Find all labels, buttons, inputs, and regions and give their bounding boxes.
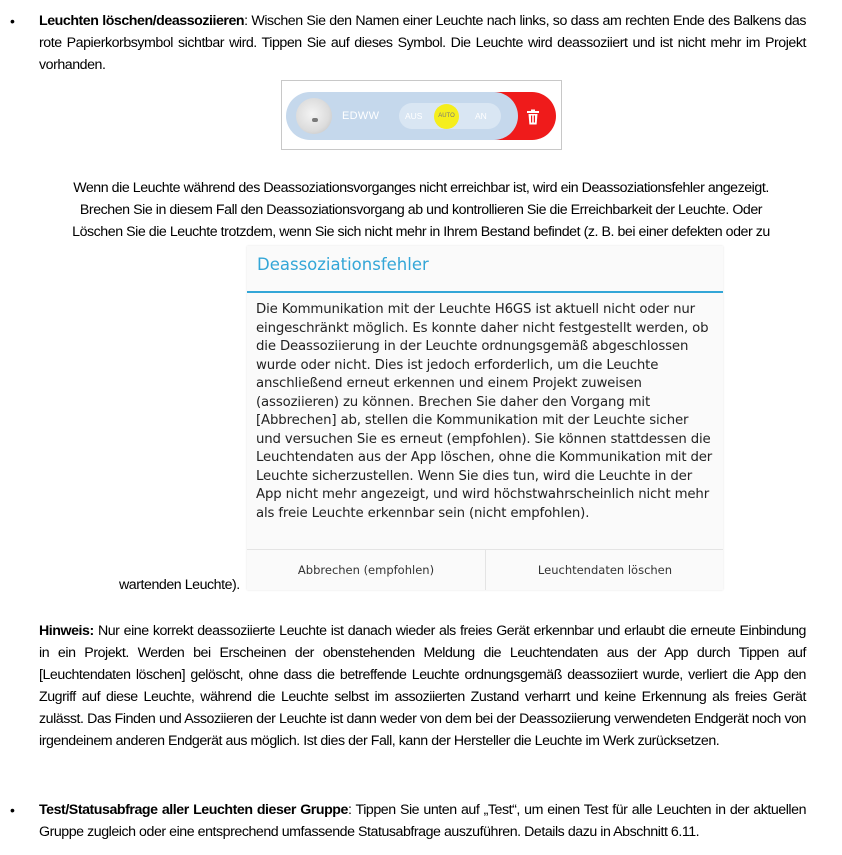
section-delete-lamp-heading: Leuchten löschen/deassoziieren — [39, 13, 245, 29]
hint-text: Nur eine korrekt deassoziierte Leuchte ist danach wieder als freies Gerät erkennbar und erlaubt die erneute Einbindung in ein Projekt. Werden bei Erscheinen der obenstehenden Meldung die Leuchtendaten aus der App durch Tippen auf [Leuchtendaten löschen] gelöscht, ohne dass die betreffende Leuchte ordnungsgemäß deassoziiert wurde, verliert die App den Zugriff auf diese Leuchte, während die Leuchte selbst im assoziierten Zustand verharrt und keine Erkennung als freies Gerät zulässt. Das Finden und Assoziieren der Leuchte ist dann weder von dem bei der Deassoziierung verwendeten Endgerät noch von irgendeinem anderen Endgerät aus möglich. Ist dies der Fall, kann der Hersteller die Leuchte im Werk zurücksetzen. — [39, 623, 806, 749]
dialog-title-rule — [247, 291, 723, 293]
section-test-group-heading: Test/Statusabfrage aller Leuchten dieser Gruppe — [39, 802, 348, 818]
centered-line-1: Wenn die Leuchte während des Deassoziationsvorganges nicht erreichbar ist, wird ein Deassoziationsfehler angezeigt. — [73, 180, 769, 196]
dialog-message: Die Kommunikation mit der Leuchte H6GS ist aktuell nicht oder nur eingeschränkt möglich. Es konnte daher nicht festgestellt werden, ob die Deassoziierung in der Leuchte ordnungsgemäß abgeschlossen wurde oder nicht. Dies ist jedoch erforderlich, um die Leuchte anschließend erneut erkennen und einem Projekt zuweisen (assoziieren) zu können. Brechen Sie daher den Vorgang mit [Abbrechen] ab, stellen die Kommunikation mit der Leuchte sicher und versuchen Sie es erneut (empfohlen). Sie können stattdessen die Leuchtendaten aus der App löschen, ohne die Kommunikation mit der Leuchte sicherzustellen. Wenn Sie dies tun, wird die Leuchte in der App nicht mehr angezeigt, und wird höchstwahrscheinlich nicht mehr als freie Leuchte erkennbar sein (nicht empfohlen). — [256, 302, 713, 521]
lamp-name: EDWW — [342, 110, 380, 122]
cancel-button[interactable]: Abbrechen (empfohlen) — [297, 563, 435, 577]
hint-label: Hinweis: — [39, 623, 94, 639]
dialog-title: Deassoziationsfehler — [257, 255, 429, 274]
section-delete-lamp-text: : Wischen Sie den Namen einer Leuchte nach links, so dass am rechten Ende des Balkens das rote Papierkorbsymbol sichtbar wird. Tippen Sie auf dieses Symbol. Die Leuchte wird deassoziiert und ist nicht mehr im Projekt vorhanden. — [39, 13, 806, 73]
trash-icon[interactable] — [526, 109, 540, 125]
delete-lamp-data-button[interactable]: Leuchtendaten löschen — [537, 563, 673, 577]
deassociation-error-dialog — [247, 246, 723, 590]
section-test-group — [39, 799, 806, 843]
centered-line-tail: wartenden Leuchte). — [119, 577, 240, 593]
hint-paragraph — [39, 620, 806, 752]
centered-line-2: Brechen Sie in diesem Fall den Deassoziationsvorgang ab und kontrollieren Sie die Erreichbarkeit der Leuchte. Oder — [79, 202, 763, 218]
section-test-group-text: : Tippen Sie unten auf „Test“, um einen Test für alle Leuchten in der aktuellen Gruppe zugleich oder eine entsprechend umfassende Statusabfrage auszuführen. Details dazu in Abschnitt 6.11. — [39, 802, 807, 840]
lamp-bar-figure — [281, 80, 562, 150]
lamp-sensor-dot — [312, 118, 318, 122]
toggle-auto-knob[interactable]: AUTO — [434, 104, 459, 129]
toggle-off-label[interactable]: AUS — [405, 111, 423, 121]
section-delete-lamp — [39, 10, 806, 76]
toggle-on-label[interactable]: AN — [475, 111, 487, 121]
bullet-marker: • — [10, 13, 15, 29]
centered-line-3: Löschen Sie die Leuchte trotzdem, wenn Sie sich nicht mehr in Ihrem Bestand befindet (z. B. bei einer defekten oder zu — [72, 224, 770, 240]
bullet-marker-2: • — [10, 802, 15, 818]
lamp-icon — [296, 98, 332, 134]
